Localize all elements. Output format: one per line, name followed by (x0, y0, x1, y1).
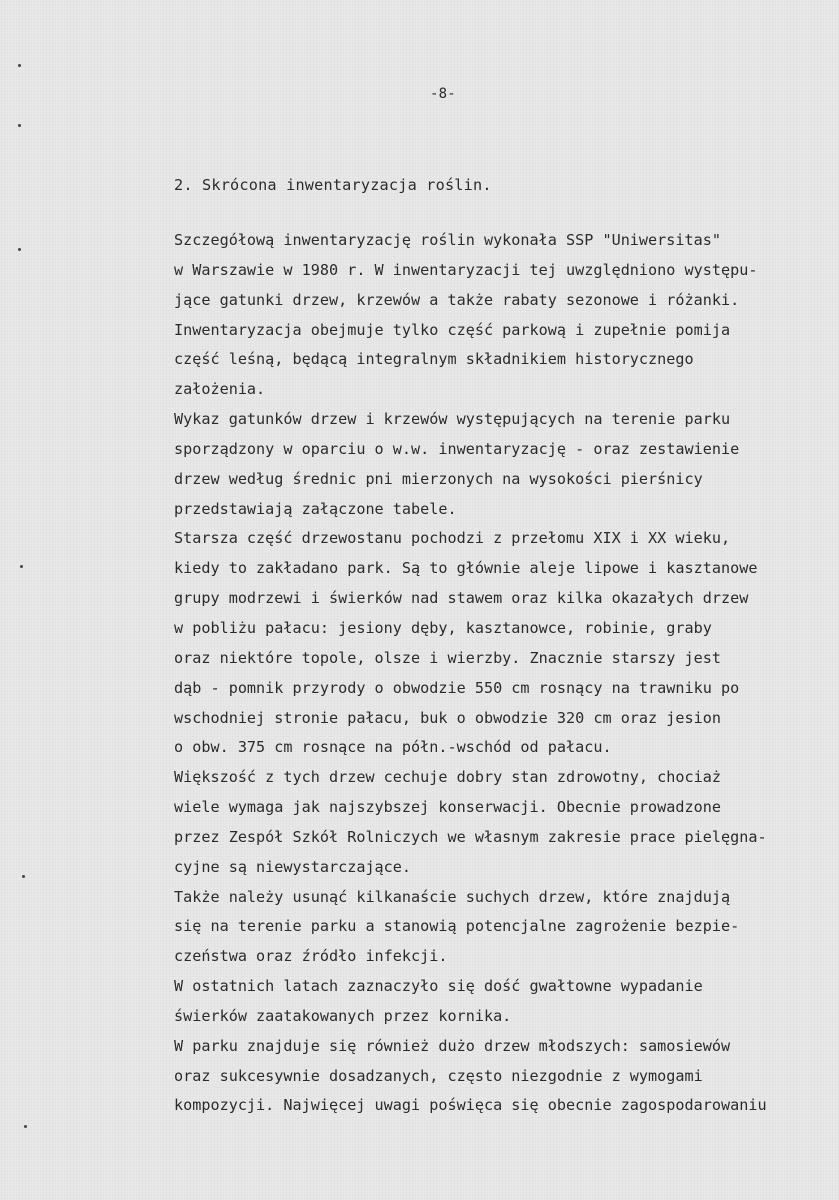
margin-mark (22, 875, 25, 878)
margin-mark (18, 248, 21, 251)
text-line: przez Zespół Szkół Rolniczych we własnym zakresie prace pielęgna- (174, 827, 767, 846)
text-line: sporządzony w oparciu o w.w. inwentaryzację - oraz zestawienie (174, 439, 740, 458)
text-line: wschodniej stronie pałacu, buk o obwodzie 320 cm oraz jesion (174, 708, 721, 727)
text-line: kompozycji. Najwięcej uwagi poświęca się obecnie zagospodarowaniu (174, 1096, 767, 1115)
section-heading: 2. Skrócona inwentaryzacja roślin. (174, 176, 492, 194)
text-line: kiedy to zakładano park. Są to głównie aleje lipowe i kasztanowe (174, 559, 758, 578)
page-number: -8- (430, 86, 456, 102)
margin-mark (20, 565, 23, 568)
text-line: oraz sukcesywnie dosadzanych, często niezgodnie z wymogami (174, 1066, 703, 1085)
text-line: dąb - pomnik przyrody o obwodzie 550 cm rosnący na trawniku po (174, 678, 740, 697)
text-line: przedstawiają załączone tabele. (174, 499, 457, 518)
text-line: Większość z tych drzew cechuje dobry stan zdrowotny, chociaż (174, 768, 721, 787)
margin-mark (18, 124, 21, 127)
text-line: o obw. 375 cm rosnące na półn.-wschód od pałacu. (174, 738, 612, 757)
text-line: część leśną, będącą integralnym składnikiem historycznego (174, 350, 694, 369)
text-line: grupy modrzewi i świerków nad stawem oraz kilka okazałych drzew (174, 589, 749, 608)
text-line: W parku znajduje się również dużo drzew młodszych: samosiewów (174, 1036, 731, 1055)
margin-mark (18, 64, 21, 67)
text-line: wiele wymaga jak najszybszej konserwacji. Obecnie prowadzone (174, 798, 721, 817)
text-line: założenia. (174, 380, 266, 399)
text-line: czeństwa oraz źródło infekcji. (174, 947, 448, 966)
text-line: w Warszawie w 1980 r. W inwentaryzacji tej uwzględniono występu- (174, 260, 758, 279)
text-line: się na terenie parku a stanowią potencjalne zagrożenie bezpie- (174, 917, 740, 936)
text-line: świerków zaatakowanych przez kornika. (174, 1006, 512, 1025)
text-line: W ostatnich latach zaznaczyło się dość gwałtowne wypadanie (174, 977, 703, 996)
text-line: drzew według średnic pni mierzonych na wysokości pierśnicy (174, 469, 703, 488)
margin-mark (24, 1125, 27, 1128)
text-line: Szczegółową inwentaryzację roślin wykonała SSP "Uniwersitas" (174, 231, 721, 249)
body-text (174, 226, 834, 1121)
text-line: Także należy usunąć kilkanaście suchych drzew, które znajdują (174, 887, 731, 906)
text-line: cyjne są niewystarczające. (174, 857, 412, 876)
text-line: Inwentaryzacja obejmuje tylko część parkową i zupełnie pomija (174, 320, 731, 339)
text-line: jące gatunki drzew, krzewów a także rabaty sezonowe i różanki. (174, 290, 740, 309)
text-line: w pobliżu pałacu: jesiony dęby, kasztanowce, robinie, graby (174, 618, 712, 637)
text-line: oraz niektóre topole, olsze i wierzby. Znacznie starszy jest (174, 648, 721, 667)
text-line: Starsza część drzewostanu pochodzi z przełomu XIX i XX wieku, (174, 529, 731, 548)
text-line: Wykaz gatunków drzew i krzewów występujących na terenie parku (174, 410, 731, 429)
